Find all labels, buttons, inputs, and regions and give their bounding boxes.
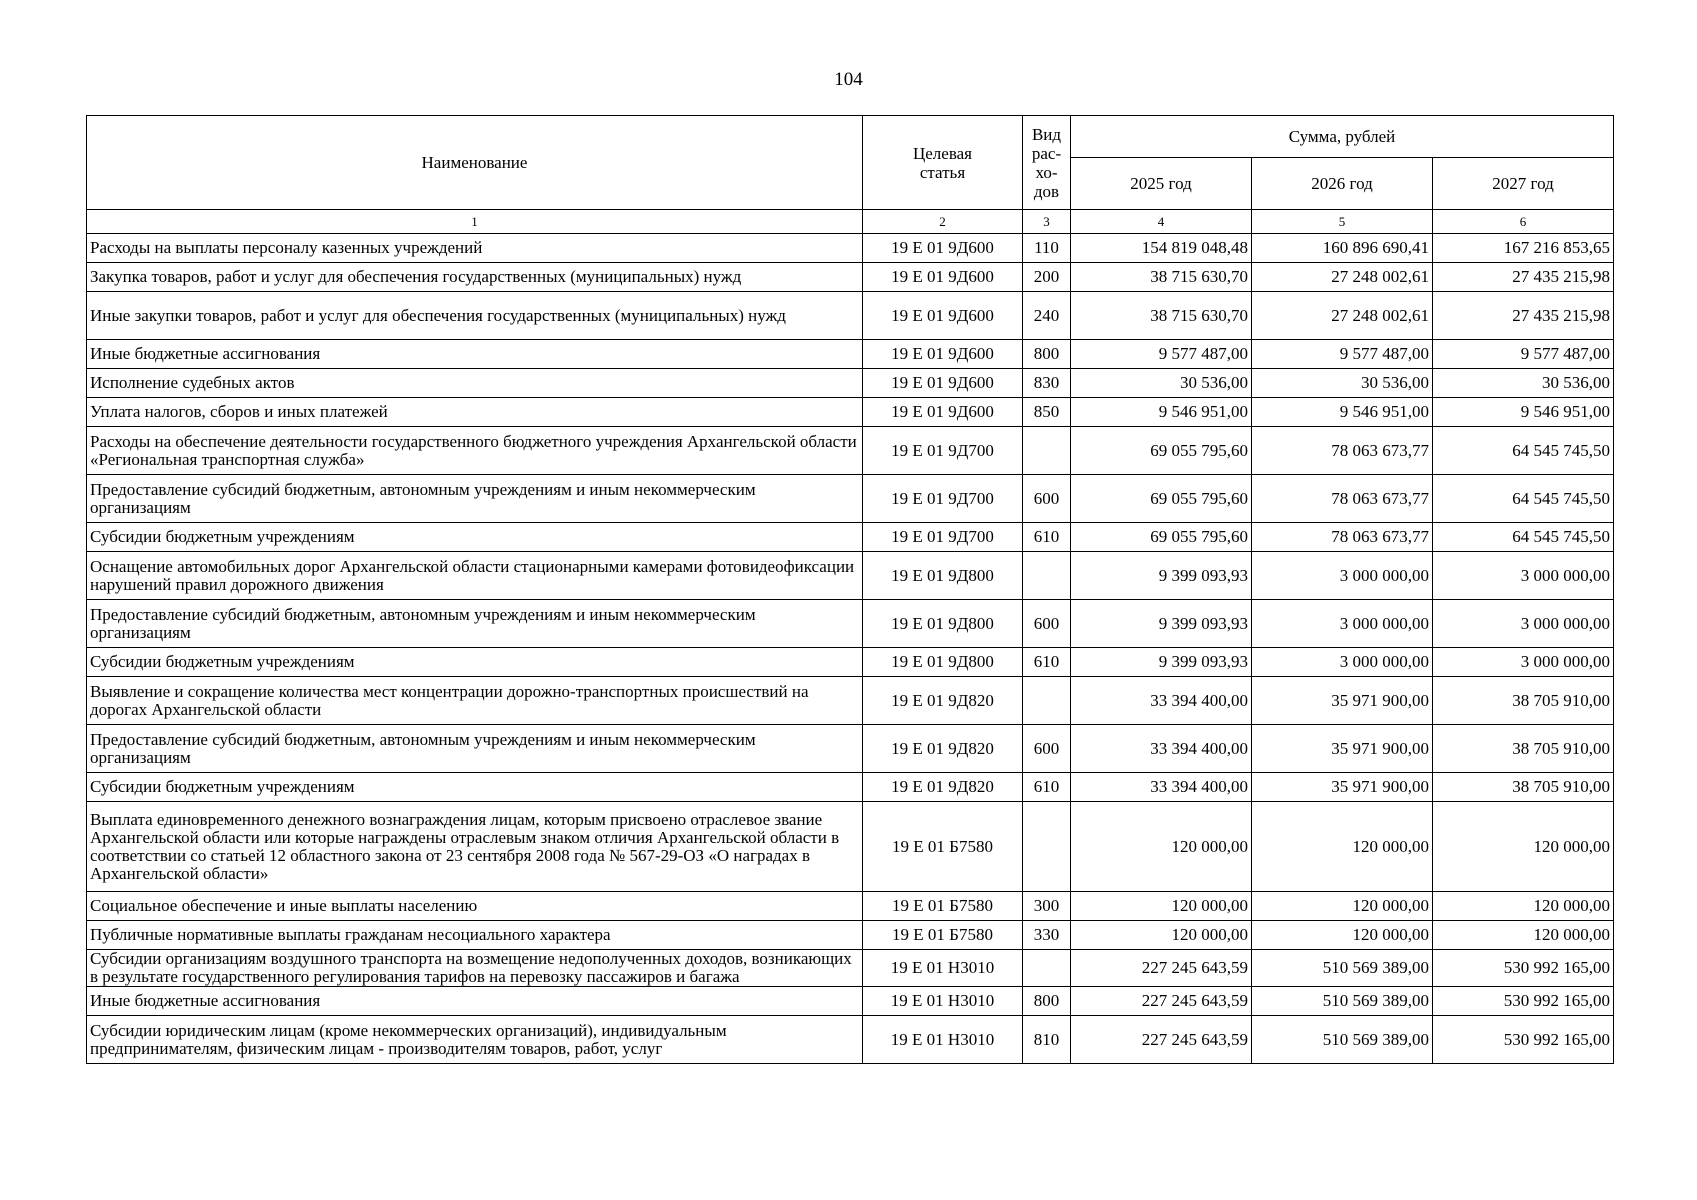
- row-target-article: 19 Е 01 9Д800: [863, 552, 1023, 600]
- row-amount-2026: 120 000,00: [1252, 802, 1433, 892]
- row-amount-2025: 38 715 630,70: [1071, 263, 1252, 292]
- row-name: Выплата единовременного денежного вознаграждения лицам, которым присвоено отраслевое звание Архангельской области или которые награждены отраслевым знаком отличия Архангельской области в соответствии со статьей 12 областного закона от 23 сентября 2008 года № 567-29-ОЗ «О наградах в Архангельской области»: [87, 802, 863, 892]
- table-row: [87, 263, 1614, 292]
- row-name: Субсидии организациям воздушного транспорта на возмещение недополученных доходов, возникающих в результате государственного регулирования тарифов на перевозку пассажиров и багажа: [87, 950, 863, 987]
- row-amount-2025: 227 245 643,59: [1071, 987, 1252, 1016]
- table-row: [87, 340, 1614, 369]
- column-number: 1: [87, 210, 863, 234]
- row-amount-2027: 120 000,00: [1433, 892, 1614, 921]
- row-amount-2025: 69 055 795,60: [1071, 523, 1252, 552]
- row-amount-2027: 3 000 000,00: [1433, 600, 1614, 648]
- row-name: Субсидии бюджетным учреждениям: [87, 773, 863, 802]
- row-expense-kind: 330: [1023, 921, 1071, 950]
- row-expense-kind: 600: [1023, 725, 1071, 773]
- row-amount-2026: 9 577 487,00: [1252, 340, 1433, 369]
- row-name: Иные закупки товаров, работ и услуг для обеспечения государственных (муниципальных) нужд: [87, 292, 863, 340]
- row-target-article: 19 Е 01 9Д600: [863, 369, 1023, 398]
- column-number: 6: [1433, 210, 1614, 234]
- table-row: [87, 677, 1614, 725]
- row-amount-2027: 9 577 487,00: [1433, 340, 1614, 369]
- row-amount-2027: 9 546 951,00: [1433, 398, 1614, 427]
- row-name: Закупка товаров, работ и услуг для обеспечения государственных (муниципальных) нужд: [87, 263, 863, 292]
- row-name: Иные бюджетные ассигнования: [87, 340, 863, 369]
- row-target-article: 19 Е 01 9Д800: [863, 600, 1023, 648]
- table-row: [87, 773, 1614, 802]
- column-number: 5: [1252, 210, 1433, 234]
- row-target-article: 19 Е 01 9Д700: [863, 427, 1023, 475]
- row-amount-2025: 9 399 093,93: [1071, 552, 1252, 600]
- row-name: Иные бюджетные ассигнования: [87, 987, 863, 1016]
- row-target-article: 19 Е 01 Б7580: [863, 802, 1023, 892]
- row-name: Предоставление субсидий бюджетным, автономным учреждениям и иным некоммерческим организациям: [87, 600, 863, 648]
- row-amount-2025: 30 536,00: [1071, 369, 1252, 398]
- table-row: [87, 725, 1614, 773]
- row-name: Уплата налогов, сборов и иных платежей: [87, 398, 863, 427]
- row-name: Субсидии бюджетным учреждениям: [87, 523, 863, 552]
- row-target-article: 19 Е 01 9Д800: [863, 648, 1023, 677]
- row-expense-kind: [1023, 950, 1071, 987]
- row-amount-2027: 530 992 165,00: [1433, 1016, 1614, 1064]
- row-target-article: 19 Е 01 9Д820: [863, 725, 1023, 773]
- row-amount-2026: 120 000,00: [1252, 892, 1433, 921]
- row-amount-2025: 33 394 400,00: [1071, 677, 1252, 725]
- row-expense-kind: [1023, 427, 1071, 475]
- row-amount-2027: 64 545 745,50: [1433, 475, 1614, 523]
- row-amount-2025: 120 000,00: [1071, 921, 1252, 950]
- row-amount-2026: 120 000,00: [1252, 921, 1433, 950]
- row-amount-2027: 3 000 000,00: [1433, 552, 1614, 600]
- row-target-article: 19 Е 01 9Д820: [863, 773, 1023, 802]
- row-amount-2027: 120 000,00: [1433, 802, 1614, 892]
- row-target-article: 19 Е 01 9Д600: [863, 263, 1023, 292]
- column-number: 2: [863, 210, 1023, 234]
- header-year-2025: 2025 год: [1071, 158, 1252, 210]
- table-row: [87, 427, 1614, 475]
- row-amount-2027: 30 536,00: [1433, 369, 1614, 398]
- row-amount-2025: 227 245 643,59: [1071, 1016, 1252, 1064]
- row-expense-kind: 610: [1023, 523, 1071, 552]
- row-expense-kind: 240: [1023, 292, 1071, 340]
- table-row: [87, 234, 1614, 263]
- row-amount-2025: 9 546 951,00: [1071, 398, 1252, 427]
- row-name: Расходы на обеспечение деятельности государственного бюджетного учреждения Архангельской области «Региональная транспортная служба»: [87, 427, 863, 475]
- row-target-article: 19 Е 01 Б7580: [863, 892, 1023, 921]
- row-amount-2027: 27 435 215,98: [1433, 263, 1614, 292]
- row-amount-2027: 530 992 165,00: [1433, 950, 1614, 987]
- row-expense-kind: 600: [1023, 600, 1071, 648]
- row-amount-2025: 154 819 048,48: [1071, 234, 1252, 263]
- row-expense-kind: 610: [1023, 773, 1071, 802]
- row-amount-2026: 510 569 389,00: [1252, 987, 1433, 1016]
- row-target-article: 19 Е 01 9Д600: [863, 340, 1023, 369]
- table-row: [87, 523, 1614, 552]
- row-name: Социальное обеспечение и иные выплаты населению: [87, 892, 863, 921]
- row-amount-2027: 530 992 165,00: [1433, 987, 1614, 1016]
- row-amount-2025: 33 394 400,00: [1071, 773, 1252, 802]
- row-target-article: 19 Е 01 Н3010: [863, 987, 1023, 1016]
- row-amount-2026: 35 971 900,00: [1252, 773, 1433, 802]
- row-target-article: 19 Е 01 9Д600: [863, 292, 1023, 340]
- header-name: Наименование: [87, 116, 863, 210]
- row-name: Субсидии юридическим лицам (кроме некоммерческих организаций), индивидуальным предпринимателям, физическим лицам - производителям товаров, работ, услуг: [87, 1016, 863, 1064]
- row-name: Исполнение судебных актов: [87, 369, 863, 398]
- row-target-article: 19 Е 01 9Д700: [863, 475, 1023, 523]
- row-amount-2026: 3 000 000,00: [1252, 600, 1433, 648]
- column-number: 3: [1023, 210, 1071, 234]
- row-name: Субсидии бюджетным учреждениям: [87, 648, 863, 677]
- table-row: [87, 921, 1614, 950]
- row-expense-kind: [1023, 552, 1071, 600]
- row-amount-2027: 38 705 910,00: [1433, 677, 1614, 725]
- row-target-article: 19 Е 01 Б7580: [863, 921, 1023, 950]
- table-row: [87, 600, 1614, 648]
- row-name: Предоставление субсидий бюджетным, автономным учреждениям и иным некоммерческим организациям: [87, 725, 863, 773]
- row-target-article: 19 Е 01 9Д600: [863, 398, 1023, 427]
- row-target-article: 19 Е 01 9Д700: [863, 523, 1023, 552]
- row-amount-2025: 33 394 400,00: [1071, 725, 1252, 773]
- row-amount-2026: 27 248 002,61: [1252, 292, 1433, 340]
- row-name: Расходы на выплаты персоналу казенных учреждений: [87, 234, 863, 263]
- column-number-row: [87, 210, 1614, 234]
- row-expense-kind: 850: [1023, 398, 1071, 427]
- row-amount-2026: 510 569 389,00: [1252, 950, 1433, 987]
- header-year-2026: 2026 год: [1252, 158, 1433, 210]
- row-expense-kind: 800: [1023, 987, 1071, 1016]
- row-amount-2025: 120 000,00: [1071, 892, 1252, 921]
- row-expense-kind: 800: [1023, 340, 1071, 369]
- row-expense-kind: 200: [1023, 263, 1071, 292]
- row-amount-2026: 78 063 673,77: [1252, 523, 1433, 552]
- header-year-2027: 2027 год: [1433, 158, 1614, 210]
- row-amount-2026: 30 536,00: [1252, 369, 1433, 398]
- row-name: Выявление и сокращение количества мест концентрации дорожно-транспортных происшествий на дорогах Архангельской области: [87, 677, 863, 725]
- row-amount-2025: 9 399 093,93: [1071, 600, 1252, 648]
- row-amount-2027: 120 000,00: [1433, 921, 1614, 950]
- row-amount-2027: 3 000 000,00: [1433, 648, 1614, 677]
- row-amount-2025: 227 245 643,59: [1071, 950, 1252, 987]
- row-amount-2027: 38 705 910,00: [1433, 773, 1614, 802]
- row-expense-kind: 600: [1023, 475, 1071, 523]
- table-row: [87, 987, 1614, 1016]
- row-name: Публичные нормативные выплаты гражданам несоциального характера: [87, 921, 863, 950]
- row-target-article: 19 Е 01 Н3010: [863, 950, 1023, 987]
- table-row: [87, 475, 1614, 523]
- row-amount-2026: 35 971 900,00: [1252, 677, 1433, 725]
- row-amount-2025: 9 577 487,00: [1071, 340, 1252, 369]
- row-amount-2026: 27 248 002,61: [1252, 263, 1433, 292]
- row-expense-kind: 300: [1023, 892, 1071, 921]
- row-name: Оснащение автомобильных дорог Архангельской области стационарными камерами фотовидеофиксации нарушений правил дорожного движения: [87, 552, 863, 600]
- table-row: [87, 292, 1614, 340]
- budget-table: [86, 115, 1614, 1064]
- row-expense-kind: [1023, 677, 1071, 725]
- row-amount-2027: 38 705 910,00: [1433, 725, 1614, 773]
- row-amount-2025: 9 399 093,93: [1071, 648, 1252, 677]
- page-number: 104: [834, 69, 863, 90]
- table-row: [87, 950, 1614, 987]
- row-expense-kind: [1023, 802, 1071, 892]
- row-amount-2026: 9 546 951,00: [1252, 398, 1433, 427]
- table-row: [87, 892, 1614, 921]
- table-row: [87, 369, 1614, 398]
- row-amount-2026: 3 000 000,00: [1252, 552, 1433, 600]
- row-amount-2026: 78 063 673,77: [1252, 427, 1433, 475]
- header-sum: Сумма, рублей: [1071, 116, 1614, 158]
- row-target-article: 19 Е 01 9Д600: [863, 234, 1023, 263]
- row-amount-2025: 38 715 630,70: [1071, 292, 1252, 340]
- row-amount-2027: 167 216 853,65: [1433, 234, 1614, 263]
- table-row: [87, 552, 1614, 600]
- header-expense-kind: Вид рас- хо- дов: [1023, 116, 1071, 210]
- row-target-article: 19 Е 01 Н3010: [863, 1016, 1023, 1064]
- row-amount-2027: 27 435 215,98: [1433, 292, 1614, 340]
- row-expense-kind: 610: [1023, 648, 1071, 677]
- row-name: Предоставление субсидий бюджетным, автономным учреждениям и иным некоммерческим организациям: [87, 475, 863, 523]
- row-amount-2027: 64 545 745,50: [1433, 523, 1614, 552]
- table-row: [87, 802, 1614, 892]
- row-amount-2025: 120 000,00: [1071, 802, 1252, 892]
- row-amount-2025: 69 055 795,60: [1071, 475, 1252, 523]
- table-row: [87, 1016, 1614, 1064]
- row-amount-2026: 78 063 673,77: [1252, 475, 1433, 523]
- row-expense-kind: 110: [1023, 234, 1071, 263]
- row-expense-kind: 810: [1023, 1016, 1071, 1064]
- row-amount-2025: 69 055 795,60: [1071, 427, 1252, 475]
- row-amount-2026: 3 000 000,00: [1252, 648, 1433, 677]
- header-target-article: Целевая статья: [863, 116, 1023, 210]
- table-row: [87, 648, 1614, 677]
- table-row: [87, 398, 1614, 427]
- row-amount-2026: 510 569 389,00: [1252, 1016, 1433, 1064]
- column-number: 4: [1071, 210, 1252, 234]
- row-expense-kind: 830: [1023, 369, 1071, 398]
- row-amount-2026: 160 896 690,41: [1252, 234, 1433, 263]
- row-amount-2027: 64 545 745,50: [1433, 427, 1614, 475]
- row-target-article: 19 Е 01 9Д820: [863, 677, 1023, 725]
- row-amount-2026: 35 971 900,00: [1252, 725, 1433, 773]
